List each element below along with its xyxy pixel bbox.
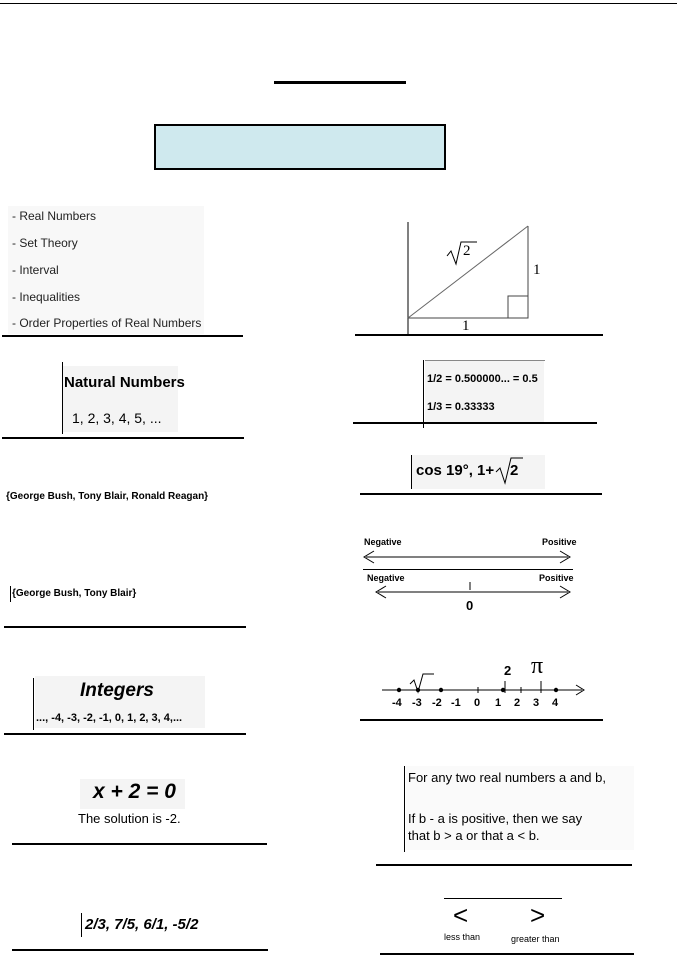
gt-symbol: > xyxy=(530,900,546,930)
sign-neg-label-2: Negative xyxy=(367,573,405,583)
order-bar xyxy=(404,766,405,852)
equation-text: x + 2 = 0 xyxy=(93,780,176,803)
sign-arrow-1 xyxy=(360,549,576,565)
set1-text: {George Bush, Tony Blair, Ronald Reagan} xyxy=(6,491,209,502)
decimals-bar xyxy=(423,360,424,428)
order-line2: If b - a is positive, then we say xyxy=(408,811,583,826)
natural-values: 1, 2, 3, 4, 5, ... xyxy=(72,410,162,426)
natural-title: Natural Numbers xyxy=(64,374,185,391)
natural-bar xyxy=(62,362,63,434)
equation-rule xyxy=(12,843,267,845)
topic-real-numbers: - Real Numbers xyxy=(12,209,97,223)
irrational-rule xyxy=(360,493,602,495)
integers-bar xyxy=(33,678,34,730)
equation-solution: The solution is -2. xyxy=(78,811,181,826)
nl-tick-1: 1 xyxy=(495,697,502,709)
order-line3: that b > a or that a < b. xyxy=(408,828,540,843)
decimals-line1: 1/2 = 0.500000... = 0.5 xyxy=(427,373,538,385)
nl-tick-2: 2 xyxy=(514,697,521,709)
triangle-figure xyxy=(355,218,605,340)
sign-separator xyxy=(363,569,573,570)
nl-tick-0: 0 xyxy=(474,697,481,709)
sign-neg-label-1: Negative xyxy=(364,537,402,547)
number-line xyxy=(378,660,590,702)
set2-bar xyxy=(10,586,11,602)
triangle-side-label: 1 xyxy=(533,262,541,278)
integers-title: Integers xyxy=(80,680,154,701)
symbols-topline xyxy=(444,898,562,899)
irrational-bar xyxy=(411,455,412,489)
gt-label: greater than xyxy=(511,934,560,944)
sqrt-icon xyxy=(494,455,524,485)
rationals-text: 2/3, 7/5, 6/1, -5/2 xyxy=(85,916,199,933)
title-underline xyxy=(274,81,406,84)
irrational-radicand: 2 xyxy=(510,462,519,479)
topic-set-theory: - Set Theory xyxy=(12,236,78,250)
lt-symbol: < xyxy=(453,900,469,930)
nl-pi-label: π xyxy=(531,653,544,679)
topic-order-properties: - Order Properties of Real Numbers xyxy=(12,316,202,330)
sign-pos-label-1: Positive xyxy=(542,537,577,547)
lt-label: less than xyxy=(444,932,481,942)
integers-rule xyxy=(4,733,246,735)
order-line1: For any two real numbers a and b, xyxy=(408,770,606,785)
set2-text: {George Bush, Tony Blair} xyxy=(12,588,137,599)
order-rule xyxy=(376,864,632,866)
integers-values: ..., -4, -3, -2, -1, 0, 1, 2, 3, 4,... xyxy=(36,712,183,724)
nl-tick-4: 4 xyxy=(552,697,559,709)
nl-tick-m4: -4 xyxy=(392,697,402,709)
topic-interval: - Interval xyxy=(12,263,59,277)
natural-rule xyxy=(2,437,244,439)
nl-sqrt2-label: 2 xyxy=(504,663,512,678)
rationals-bar xyxy=(81,913,82,937)
decimals-rule xyxy=(353,422,597,424)
numberline-rule xyxy=(360,719,603,721)
sign-arrow-2 xyxy=(372,580,574,600)
nl-tick-m2: -2 xyxy=(432,697,442,709)
rationals-rule xyxy=(12,949,268,951)
decimals-topline xyxy=(425,360,545,361)
nl-tick-m3: -3 xyxy=(412,697,422,709)
symbols-rule xyxy=(380,953,634,955)
topics-rule xyxy=(2,335,243,337)
sets-rule xyxy=(4,626,246,628)
top-rule xyxy=(0,3,677,4)
triangle-base-label: 1 xyxy=(462,318,470,334)
nl-tick-3: 3 xyxy=(533,697,540,709)
sign-pos-label-2: Positive xyxy=(539,573,574,583)
decimals-line2: 1/3 = 0.33333 xyxy=(427,401,495,413)
header-box xyxy=(154,124,446,170)
nl-tick-m1: -1 xyxy=(451,697,461,709)
irrational-text: cos 19°, 1+ xyxy=(416,462,495,479)
topic-inequalities: - Inequalities xyxy=(12,290,81,304)
triangle-hyp-label: 2 xyxy=(463,243,471,259)
sign-zero-label: 0 xyxy=(466,598,474,613)
